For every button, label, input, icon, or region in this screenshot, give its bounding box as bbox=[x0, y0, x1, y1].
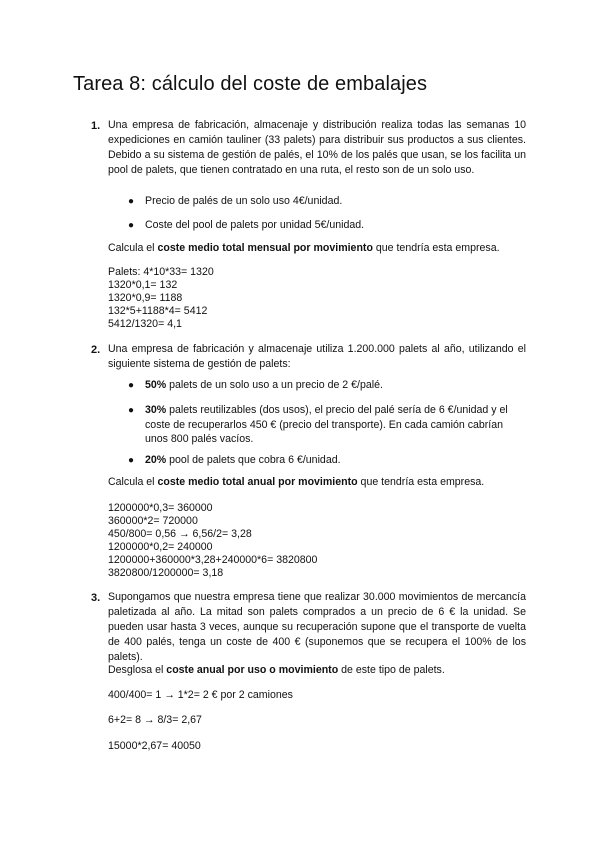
exercise-2-work-line: 3820800/1200000= 3,18 bbox=[108, 567, 224, 579]
exercise-1-work-line: 5412/1320= 4,1 bbox=[108, 318, 182, 330]
exercise-2-work-line: 1200000*0,2= 240000 bbox=[108, 541, 213, 553]
bullet-icon: ● bbox=[128, 220, 135, 231]
exercise-1-work-line: 1320*0,1= 132 bbox=[108, 279, 178, 291]
exercise-1-bullet-1: Precio de palés de un solo uso 4€/unidad. bbox=[145, 195, 343, 207]
exercise-2-statement: Una empresa de fabricación y almacenaje utiliza 1.200.000 palets al año, utilizando el siguiente sistema de gestión de palets: bbox=[108, 343, 526, 370]
page-title: Tarea 8: cálculo del coste de embalajes bbox=[73, 73, 428, 95]
exercise-3-work-line: 6+2= 8 → 8/3= 2,67 bbox=[108, 714, 202, 726]
bullet-icon: ● bbox=[128, 405, 135, 416]
bullet-icon: ● bbox=[128, 455, 135, 466]
exercise-2-bullet-2: 30% palets reutilizables (dos usos), el precio del palé sería de 6 €/unidad y el coste de recuperarlos 450 € (precio del transporte). En cada camión cabrían unos 800 palés vacíos. bbox=[145, 404, 508, 445]
exercise-2-work-line: 1200000+360000*3,28+240000*6= 3820800 bbox=[108, 554, 318, 566]
exercise-2-question: Calcula el coste medio total anual por movimiento que tendría esta empresa. bbox=[108, 476, 485, 488]
exercise-1-question: Calcula el coste medio total mensual por movimiento que tendría esta empresa. bbox=[108, 242, 500, 254]
bullet-icon: ● bbox=[128, 196, 135, 207]
exercise-2-work-line: 1200000*0,3= 360000 bbox=[108, 502, 213, 514]
exercise-1-number: 1. bbox=[91, 120, 101, 132]
exercise-3-work-line: 400/400= 1 → 1*2= 2 € por 2 camiones bbox=[108, 689, 293, 701]
exercise-3-number: 3. bbox=[91, 592, 101, 604]
exercise-1-work-line: 1320*0,9= 1188 bbox=[108, 292, 183, 304]
exercise-2-number: 2. bbox=[91, 344, 101, 356]
exercise-3-statement: Supongamos que nuestra empresa tiene que realizar 30.000 movimientos de mercancía paletizada al año. La mitad son palets comprados a un precio de 6 € la unidad. Se pueden usar hasta 3 veces, aunque su recuperación supone que el transporte de vuelta de 400 palés, tenga un coste de 400 € (suponemos que se recupera el 100% de los palets). bbox=[108, 591, 526, 663]
exercise-2-work-line: 450/800= 0,56 → 6,56/2= 3,28 bbox=[108, 528, 252, 540]
exercise-3-work-line: 15000*2,67= 40050 bbox=[108, 740, 201, 752]
bullet-icon: ● bbox=[128, 380, 135, 391]
exercise-1-statement: Una empresa de fabricación, almacenaje y distribución realiza todas las semanas 10 expediciones en camión tauliner (33 palets) para distribuir sus productos a sus clientes. Debido a su sistema de gestión de palés, el 10% de los palés que usan, se los facilita un pool de palets, que tienen contratado en una ruta, el resto son de un solo uso. bbox=[108, 119, 526, 176]
exercise-1-work-line: 132*5+1188*4= 5412 bbox=[108, 305, 208, 317]
exercise-1-bullet-2: Coste del pool de palets por unidad 5€/unidad. bbox=[145, 219, 365, 231]
exercise-2-bullet-1: 50% palets de un solo uso a un precio de 2 €/palé. bbox=[145, 379, 383, 391]
exercise-1-work-line: Palets: 4*10*33= 1320 bbox=[108, 266, 214, 278]
exercise-2-bullet-3: 20% pool de palets que cobra 6 €/unidad. bbox=[145, 454, 341, 466]
exercise-2-work-line: 360000*2= 720000 bbox=[108, 515, 198, 527]
exercise-3-question: Desglosa el coste anual por uso o movimiento de este tipo de palets. bbox=[108, 664, 445, 676]
